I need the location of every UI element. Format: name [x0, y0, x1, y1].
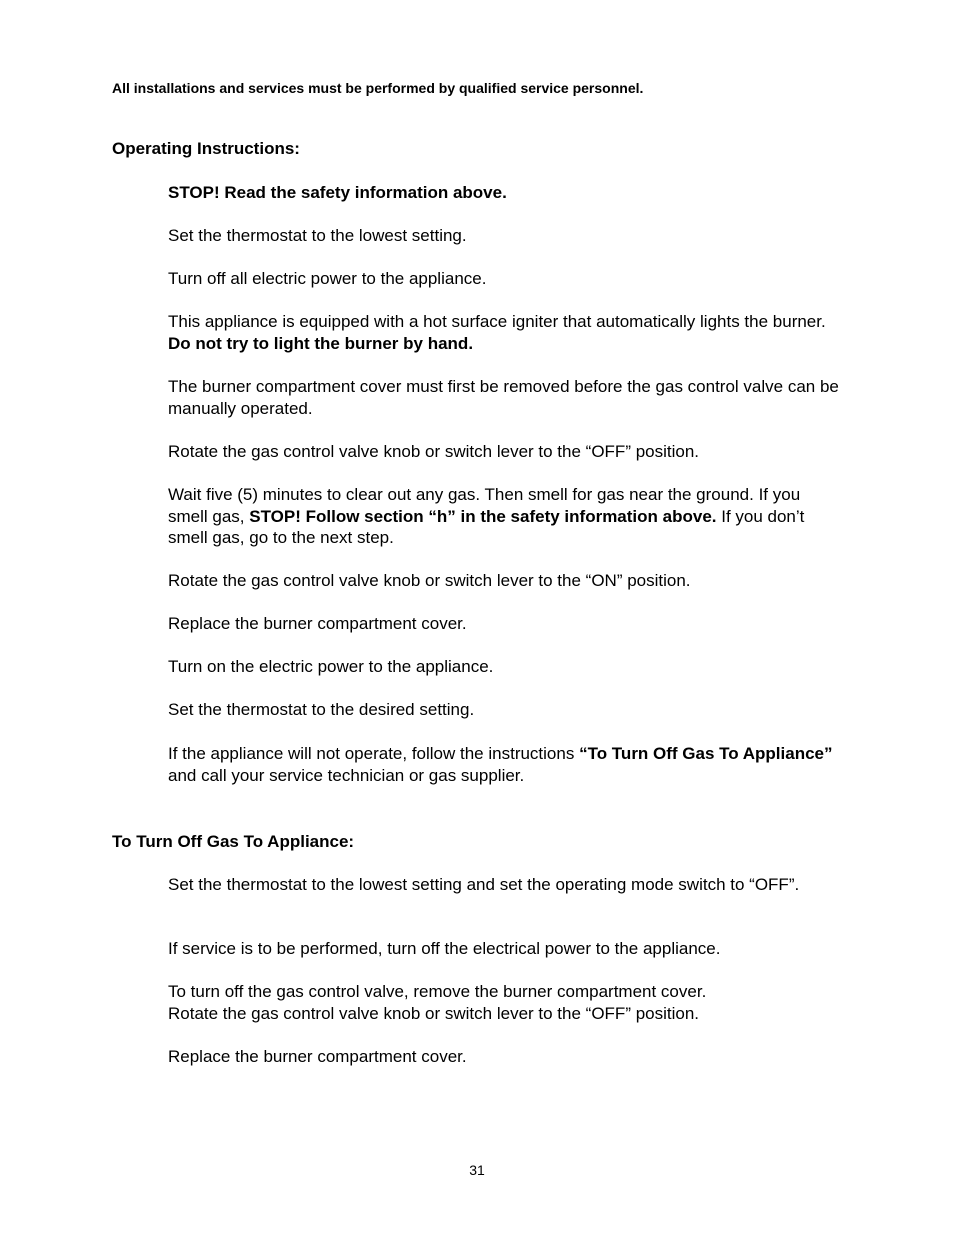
- turn-off-step: If service is to be performed, turn off the electrical power to the appliance.: [168, 939, 721, 958]
- turn-off-step: [168, 981, 840, 1024]
- operating-step: Turn on the electric power to the appliance.: [168, 657, 494, 676]
- page-number: 31: [469, 1162, 485, 1178]
- step-reference: “To Turn Off Gas To Appliance”: [579, 744, 833, 763]
- stop-note-text: STOP! Read the safety information above.: [168, 183, 507, 202]
- step-warning: STOP! Follow section “h” in the safety information above.: [249, 506, 717, 526]
- operating-step: Set the thermostat to the lowest setting.: [168, 226, 467, 245]
- operating-step: Turn off all electric power to the appliance.: [168, 269, 487, 288]
- step-line: Rotate the gas control valve knob or switch lever to the “OFF” position.: [168, 1003, 700, 1023]
- stop-note: [168, 182, 840, 204]
- operating-step: Rotate the gas control valve knob or switch lever to the “ON” position.: [168, 571, 691, 590]
- turn-off-gas-heading: To Turn Off Gas To Appliance:: [112, 832, 355, 851]
- operating-step: The burner compartment cover must first be removed before the gas control valve can be manually operated.: [168, 377, 839, 418]
- operating-step: [168, 311, 840, 354]
- step-line: To turn off the gas control valve, remove the burner compartment cover.: [168, 982, 707, 1001]
- turn-off-step: Replace the burner compartment cover.: [168, 1047, 467, 1066]
- turn-off-step: Set the thermostat to the lowest setting and set the operating mode switch to “OFF”.: [168, 875, 800, 894]
- operating-instructions-heading: Operating Instructions:: [112, 139, 300, 158]
- step-text: This appliance is equipped with a hot surface igniter that automatically lights the burner.: [168, 312, 826, 331]
- step-text: and call your service technician or gas supplier.: [168, 765, 525, 785]
- operating-step: [168, 743, 840, 786]
- step-text: If the appliance will not operate, follow the instructions: [168, 744, 580, 763]
- operating-step: Rotate the gas control valve knob or switch lever to the “OFF” position.: [168, 442, 700, 461]
- service-notice: All installations and services must be performed by qualified service personnel.: [112, 80, 644, 96]
- step-warning: Do not try to light the burner by hand.: [168, 333, 474, 353]
- operating-step: [168, 484, 840, 549]
- step-text: Wait five (5) minutes to clear out any gas. Then smell for gas near the ground. If you smell gas,: [168, 485, 801, 526]
- operating-step: Set the thermostat to the desired setting.: [168, 700, 475, 719]
- operating-step: Replace the burner compartment cover.: [168, 614, 467, 633]
- step-text: If you don’t smell gas, go to the next step.: [168, 506, 805, 547]
